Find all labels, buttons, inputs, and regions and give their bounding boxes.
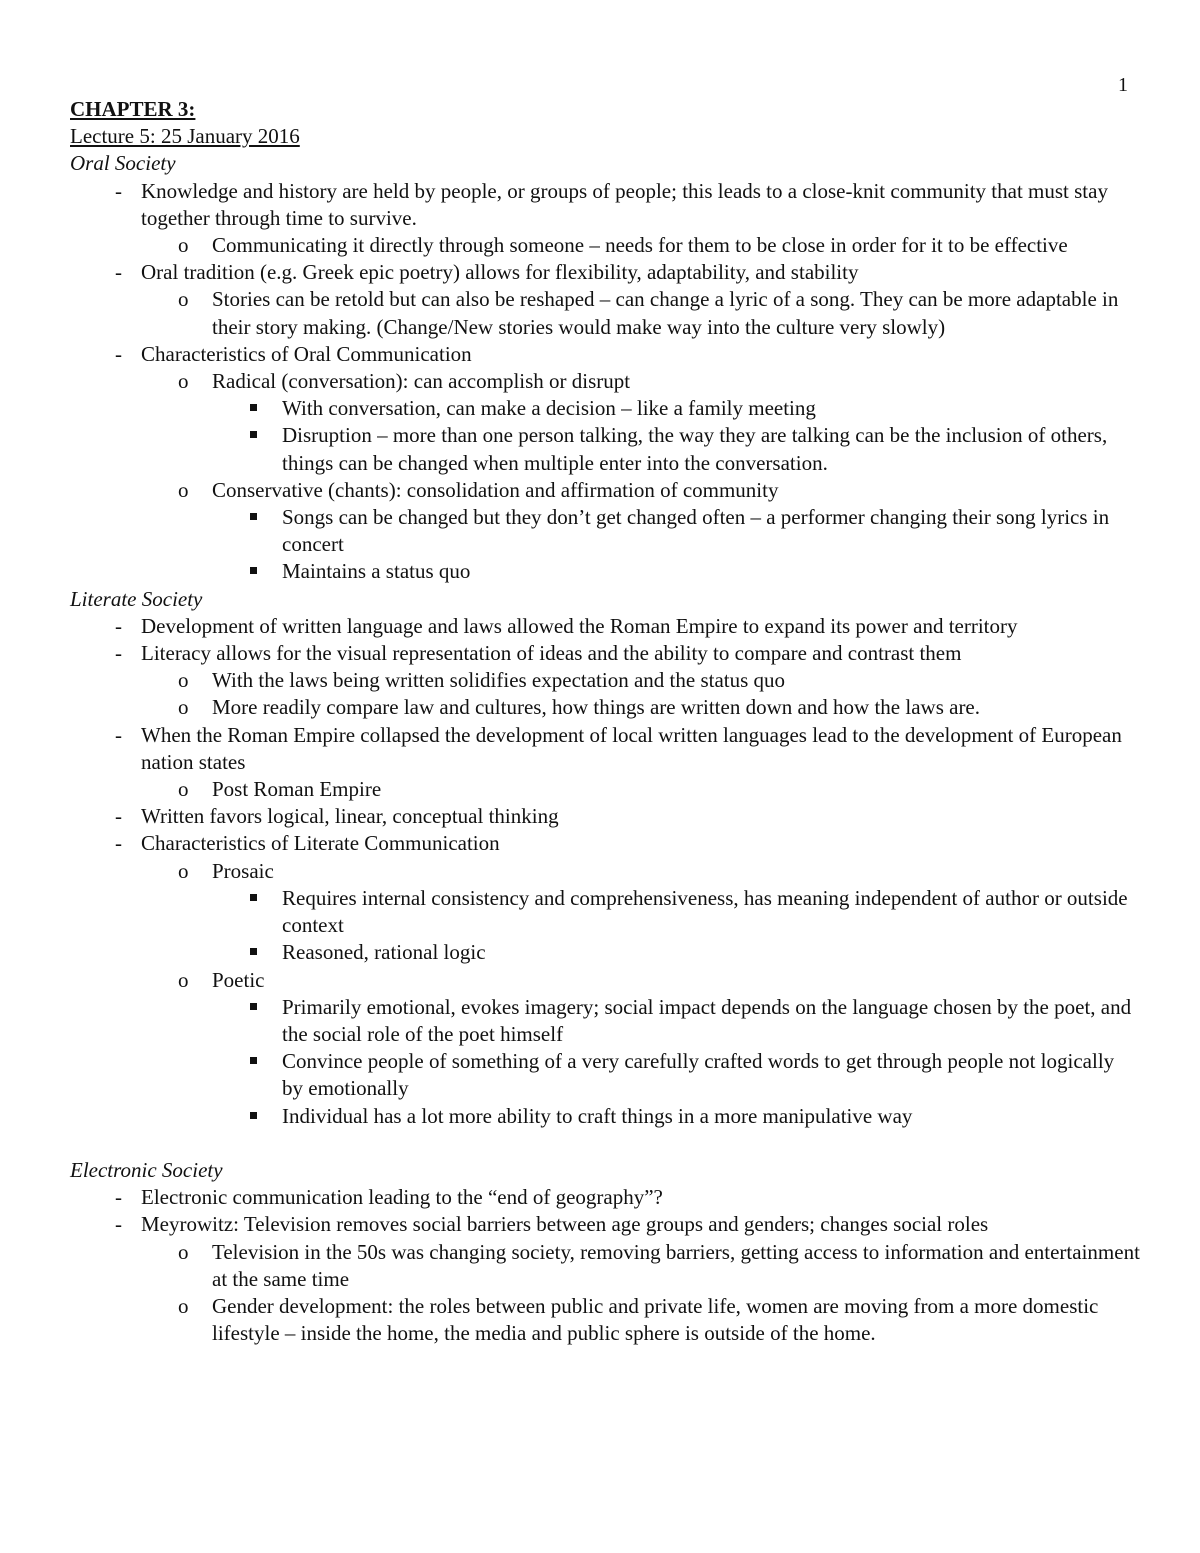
section <box>70 586 1140 1130</box>
list-item-text: Knowledge and history are held by people, or groups of people; this leads to a close-knit community that must stay together through time to survive. <box>141 178 1108 230</box>
list-item <box>70 1103 1140 1130</box>
list-item <box>70 939 1140 966</box>
dash-bullet-icon: - <box>115 831 122 856</box>
list-item <box>70 885 1140 939</box>
circle-bullet-icon: o <box>178 668 189 693</box>
list-item <box>70 803 1140 830</box>
circle-bullet-icon: o <box>178 287 189 312</box>
list-item-text: Literacy allows for the visual representation of ideas and the ability to compare and contrast them <box>141 641 962 666</box>
section-title: Oral Society <box>70 151 176 176</box>
list-item-text: Written favors logical, linear, conceptual thinking <box>141 804 559 829</box>
list-item-text: With the laws being written solidifies expectation and the status quo <box>212 668 786 693</box>
list-item <box>70 858 1140 885</box>
list-item-text: Television in the 50s was changing society, removing barriers, getting access to information and entertainment at the same time <box>212 1239 1140 1291</box>
lecture-title: Lecture 5: 25 January 2016 <box>70 124 300 149</box>
circle-bullet-icon: o <box>178 695 189 720</box>
list-item-text: Reasoned, rational logic <box>282 940 486 965</box>
list-item <box>70 1211 1140 1238</box>
list-item <box>70 667 1140 694</box>
list-item <box>70 640 1140 667</box>
circle-bullet-icon: o <box>178 477 189 502</box>
list-item-text: Disruption – more than one person talking, the way they are talking can be the inclusion of others, things can be changed when multiple enter into the conversation. <box>282 423 1108 475</box>
list-item-text: Post Roman Empire <box>212 777 382 802</box>
list-item <box>70 504 1140 558</box>
list-item <box>70 776 1140 803</box>
dash-bullet-icon: - <box>115 804 122 829</box>
list-item-text: Prosaic <box>212 858 274 883</box>
page-number: 1 <box>1118 74 1128 96</box>
list-item-text: Characteristics of Literate Communication <box>141 831 500 856</box>
list-item <box>70 967 1140 994</box>
chapter-title: CHAPTER 3: <box>70 97 196 121</box>
blank-line <box>70 1130 1140 1157</box>
list-item-text: Poetic <box>212 967 265 992</box>
dash-bullet-icon: - <box>115 178 122 203</box>
square-bullet-icon <box>250 948 257 955</box>
list-item-text: Stories can be retold but can also be reshaped – can change a lyric of a song. They can be more adaptable in their story making. (Change/New stories would make way into the culture very slowly) <box>212 287 1119 339</box>
list-item-text: Communicating it directly through someone – needs for them to be close in order for it to be effective <box>212 233 1068 258</box>
dash-bullet-icon: - <box>115 641 122 666</box>
section-title: Electronic Society <box>70 1157 223 1182</box>
list-item <box>70 368 1140 395</box>
square-bullet-icon <box>250 1057 257 1064</box>
circle-bullet-icon: o <box>178 1239 189 1264</box>
square-bullet-icon <box>250 1112 257 1119</box>
list-item <box>70 1048 1140 1102</box>
list-item <box>70 694 1140 721</box>
square-bullet-icon <box>250 1003 257 1010</box>
list-item-text: Gender development: the roles between public and private life, women are moving from a more domestic lifestyle – inside the home, the media and public sphere is outside of the home. <box>212 1293 1099 1346</box>
list-item <box>70 178 1140 232</box>
list-item <box>70 1293 1140 1347</box>
list-item <box>70 259 1140 286</box>
circle-bullet-icon: o <box>178 233 189 258</box>
list-item-text: Characteristics of Oral Communication <box>141 341 472 366</box>
list-item <box>70 722 1140 776</box>
list-item-text: When the Roman Empire collapsed the development of local written languages lead to the development of European nation states <box>141 722 1122 774</box>
list-item-text: More readily compare law and cultures, how things are written down and how the laws are. <box>212 695 981 720</box>
list-item <box>70 422 1140 476</box>
list-item <box>70 613 1140 640</box>
list-item-text: Electronic communication leading to the “end of geography”? <box>141 1185 663 1210</box>
square-bullet-icon <box>250 513 257 520</box>
list-item <box>70 395 1140 422</box>
list-item <box>70 558 1140 585</box>
list-item-text: Meyrowitz: Television removes social barriers between age groups and genders; changes social roles <box>141 1212 989 1237</box>
circle-bullet-icon: o <box>178 1293 189 1318</box>
list-item-text: Requires internal consistency and comprehensiveness, has meaning independent of author or outside context <box>282 885 1128 938</box>
list-item <box>70 1239 1140 1293</box>
document-body <box>70 96 1140 1347</box>
list-item <box>70 232 1140 259</box>
square-bullet-icon <box>250 567 257 574</box>
dash-bullet-icon: - <box>115 1212 122 1237</box>
list-item <box>70 994 1140 1048</box>
list-item-text: Individual has a lot more ability to craft things in a more manipulative way <box>282 1103 913 1128</box>
circle-bullet-icon: o <box>178 858 189 883</box>
list-item <box>70 477 1140 504</box>
section <box>70 1157 1140 1347</box>
list-item <box>70 286 1140 340</box>
dash-bullet-icon: - <box>115 613 122 638</box>
list-item-text: Convince people of something of a very carefully crafted words to get through people not logically by emotionally <box>282 1049 1115 1101</box>
list-item-text: Oral tradition (e.g. Greek epic poetry) allows for flexibility, adaptability, and stability <box>141 260 859 285</box>
list-item <box>70 830 1140 857</box>
list-item <box>70 1184 1140 1211</box>
list-item-text: Songs can be changed but they don’t get changed often – a performer changing their song lyrics in concert <box>282 505 1110 557</box>
square-bullet-icon <box>250 894 257 901</box>
notes-sections <box>70 150 1140 1347</box>
list-item-text: Conservative (chants): consolidation and affirmation of community <box>212 477 779 502</box>
dash-bullet-icon: - <box>115 341 122 366</box>
circle-bullet-icon: o <box>178 777 189 802</box>
list-item <box>70 341 1140 368</box>
dash-bullet-icon: - <box>115 1185 122 1210</box>
list-item-text: Radical (conversation): can accomplish or disrupt <box>212 369 631 394</box>
circle-bullet-icon: o <box>178 369 189 394</box>
list-item-text: Development of written language and laws allowed the Roman Empire to expand its power and territory <box>141 613 1018 638</box>
section <box>70 150 1140 585</box>
list-item-text: With conversation, can make a decision – like a family meeting <box>282 396 816 421</box>
dash-bullet-icon: - <box>115 260 122 285</box>
square-bullet-icon <box>250 404 257 411</box>
square-bullet-icon <box>250 431 257 438</box>
circle-bullet-icon: o <box>178 967 189 992</box>
section-title: Literate Society <box>70 586 203 611</box>
dash-bullet-icon: - <box>115 722 122 747</box>
list-item-text: Maintains a status quo <box>282 559 471 584</box>
list-item-text: Primarily emotional, evokes imagery; social impact depends on the language chosen by the poet, and the social role of the poet himself <box>282 994 1132 1046</box>
